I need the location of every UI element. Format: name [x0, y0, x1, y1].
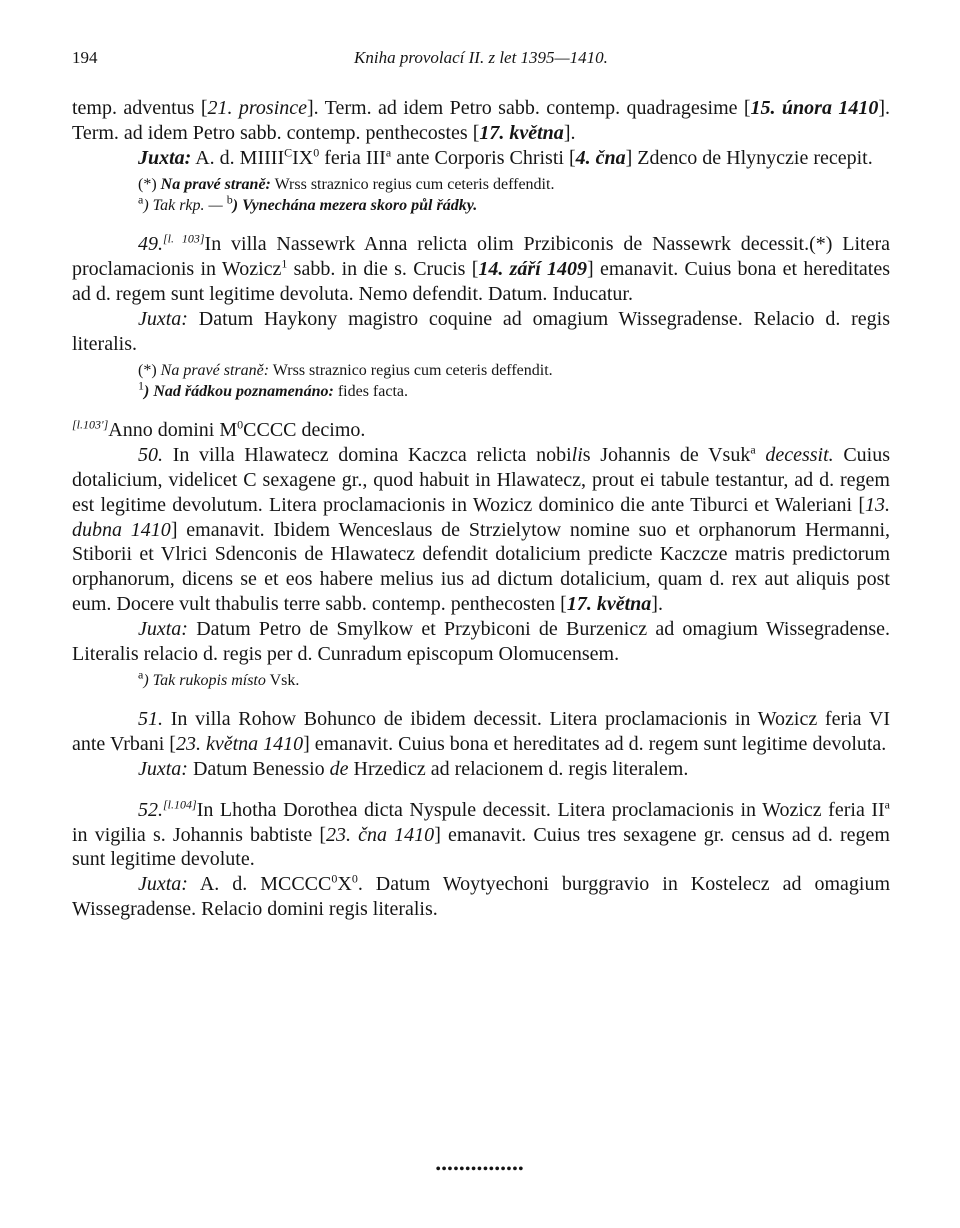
- juxta-paragraph: Juxta: A. d. $MIIII^CIX^0$ feria III$^a$ ante Corporis Christi [4. čna] Zdenco de Hlynyczie recepit.: [138, 144, 873, 169]
- footnote: $^1$) Nad řádkou poznamenáno: fides facta.: [138, 379, 408, 401]
- juxta-paragraph: Juxta: Datum Petro de Smylkow et Przybiconi de Burzenicz ad omagium Wissegradense. Literalis relacio d. regis per d. Cunradum episcopum Olomucensem.: [72, 617, 890, 665]
- entry-50: 50. In villa Hlawatecz domina Kaczca relicta nobilis Johannis de Vsuk$^a$ decessit. Cuius dotalicium, videlicet C sexagene gr., quod habuit in Hlawatecz, prout ei tabule testantur, ad d. regem est legitime devolutum. Litera proclamacionis in Wozicz dominico die ante Tiburci et Waleriani [13. dubna 1410] emanavit. Ibidem Wenceslaus de Strzielytow nomine suo et orphanorum Hermanni, Stiborii et Vlrici Sdenconis de Hlawatecz defendit dotalicium predicte Kaczcze matris predictorum orphanorum, dicens se et eos habere melius ius ad dictum dotalicium, quam d. rex aut aliquis post eum. Docere vult thabulis terre sabb. contemp. penthecosten [17. května].: [72, 442, 891, 615]
- page-header: [72, 48, 890, 78]
- page-content: [72, 96, 890, 922]
- footnote: (*) Na pravé straně: Wrss straznico regius cum ceteris deffendit.: [138, 362, 553, 380]
- entry-49: 49.[l. 103]In villa Nassewrk Anna relicta olim Przibiconis de Nassewrk decessit.(*) Litera proclamacionis in Wozicz$^1$ sabb. in die s. Crucis [14. září 1409] emanavit. Cuius bona et hereditates ad d. regem sunt legitime devoluta. Nemo defendit. Datum. Inducatur.: [72, 231, 890, 305]
- footnote: $^a$) Tak rkp. — $^b$) Vynechána mezera skoro půl řádky.: [138, 193, 478, 215]
- page-number: 194: [72, 48, 98, 67]
- running-title: Kniha provolací II. z let 1395—1410.: [354, 48, 608, 67]
- year-heading: [l.103']Anno domini $M^0CCCC$ decimo.: [72, 417, 366, 442]
- juxta-paragraph: Juxta: Datum Haykony magistro coquine ad omagium Wissegradense. Relacio d. regis literalis.: [72, 307, 890, 355]
- entry-51: 51. In villa Rohow Bohunco de ibidem decessit. Litera proclamacionis in Wozicz feria VI ante Vrbani [23. května 1410] emanavit. Cuius bona et hereditates ad d. regem sunt legitime devoluta.: [72, 708, 890, 756]
- entry-52: 52.[l.104]In Lhotha Dorothea dicta Nyspule decessit. Litera proclamacionis in Wozicz feria $II^a$ in vigilia s. Johannis babtiste [23. čna 1410] emanavit. Cuius tres sexagene gr. census ad d. regem sunt legitime devolute.: [72, 797, 890, 871]
- footnote: $^a$) Tak rukopis místo Vsk.: [138, 668, 300, 690]
- juxta-paragraph: Juxta: Datum Benessio de Hrzedicz ad relacionem d. regis literalem.: [138, 757, 689, 780]
- paragraph-continuation: temp. adventus [21. prosince]. Term. ad idem Petro sabb. contemp. quadragesime [15. února 1410]. Term. ad idem Petro sabb. contemp. penthecostes [17. května].: [72, 97, 890, 144]
- end-ornament: •••••••••••••••: [435, 1162, 525, 1177]
- footnote: (*) Na pravé straně: Wrss straznico regius cum ceteris deffendit.: [138, 176, 555, 194]
- juxta-paragraph: Juxta: A. d. $MCCCC^0X^0$. Datum Woytyechoni burggravio in Kostelecz ad omagium Wissegradense. Relacio domini regis literalis.: [72, 871, 890, 920]
